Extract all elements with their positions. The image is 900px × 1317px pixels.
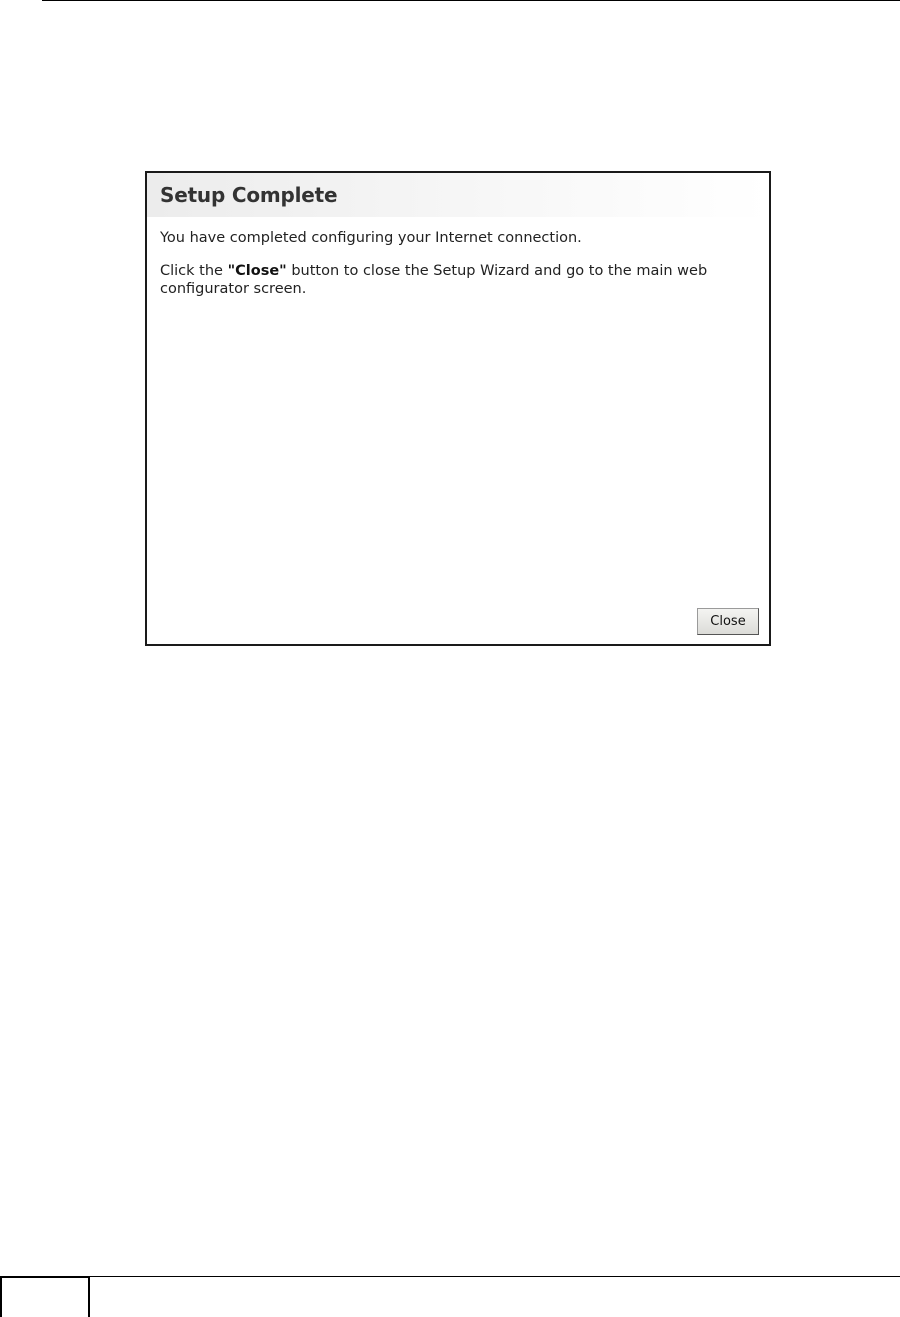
page-number-box — [0, 1276, 90, 1317]
instruction-prefix: Click the — [160, 263, 228, 279]
dialog-title-bar — [147, 173, 769, 217]
footer-rule — [90, 1276, 900, 1277]
setup-complete-dialog — [145, 171, 771, 646]
instruction-suffix: button to close the Setup Wizard and go to the main web configurator screen. — [160, 263, 708, 297]
completion-message: You have completed configuring your Internet connection. — [160, 230, 582, 246]
dialog-title: Setup Complete — [160, 183, 338, 207]
close-instruction — [160, 262, 750, 298]
instruction-highlight: "Close" — [227, 263, 287, 279]
header-rule — [42, 0, 900, 1]
close-button[interactable]: Close — [697, 608, 759, 635]
